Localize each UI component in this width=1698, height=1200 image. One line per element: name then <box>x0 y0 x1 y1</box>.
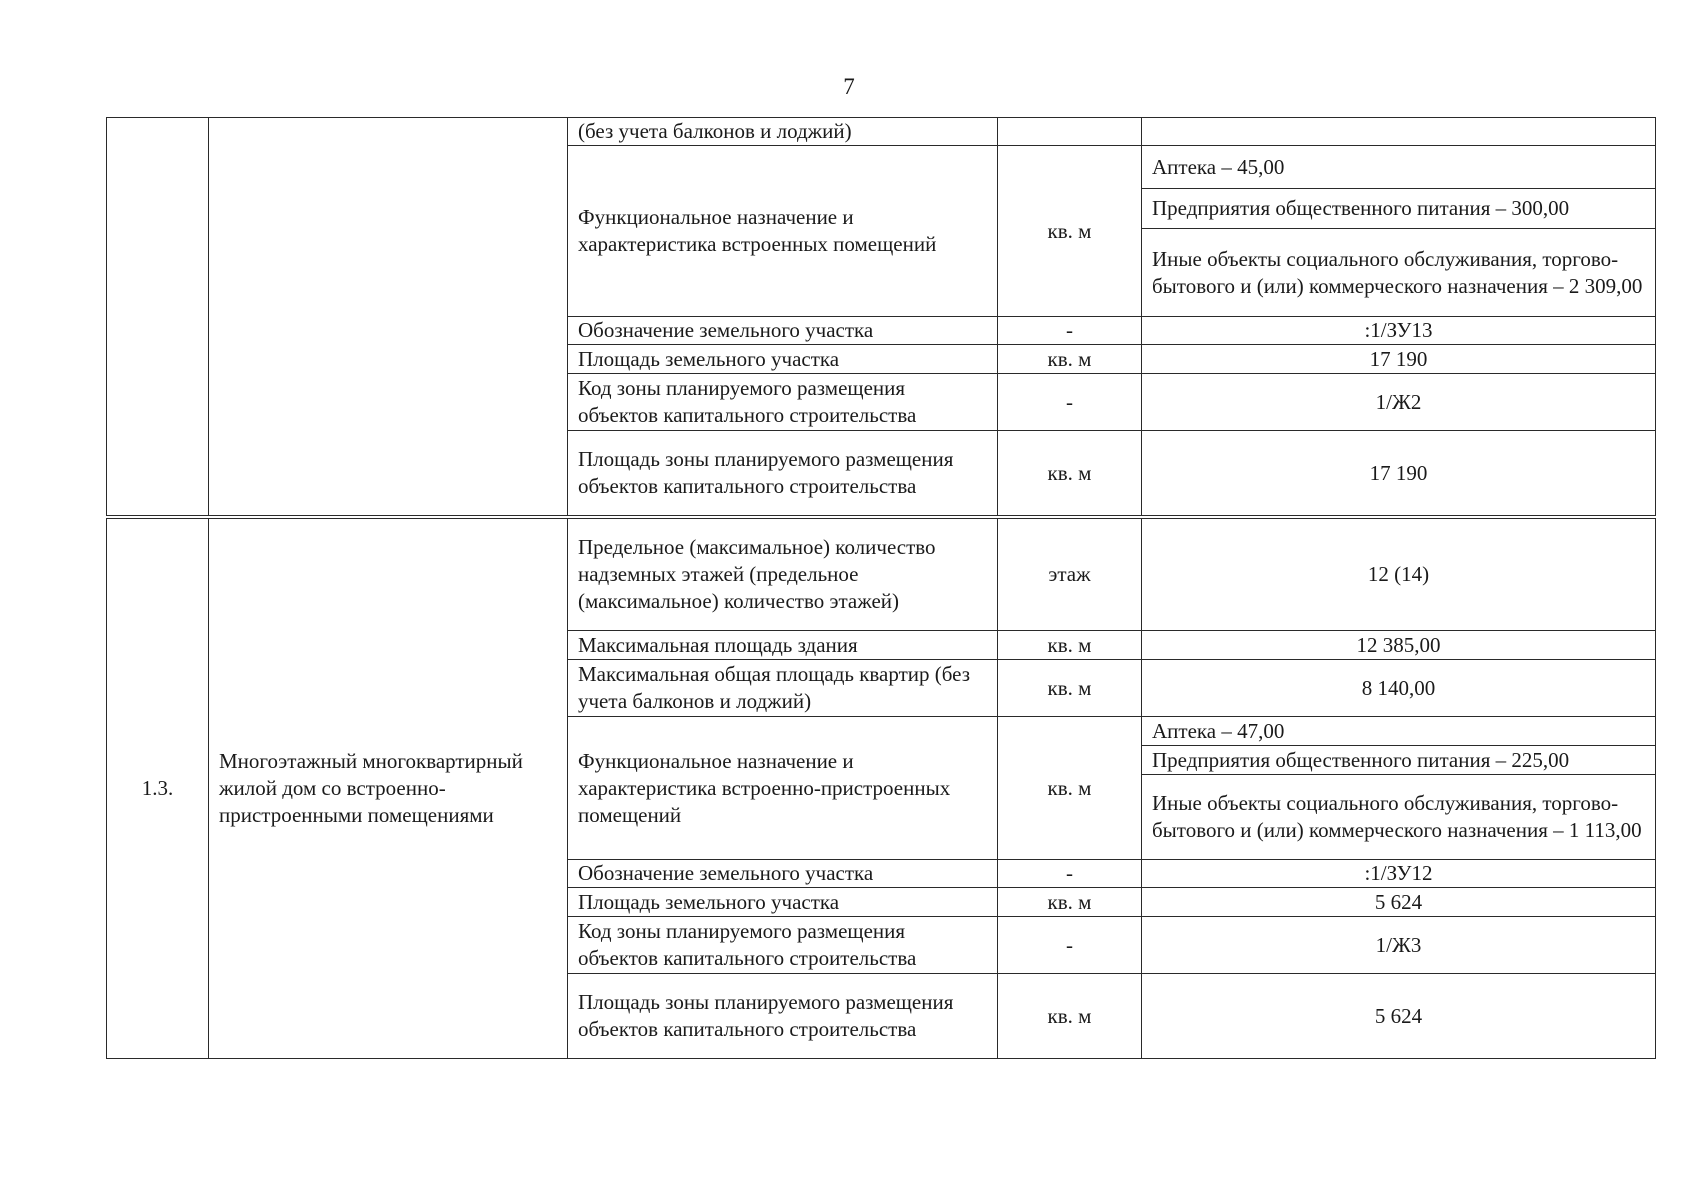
value-cell: 1/Ж2 <box>1142 374 1656 431</box>
value-cell <box>1142 118 1656 146</box>
page-number: 7 <box>843 74 855 99</box>
param-cell: Максимальная общая площадь квартир (без учета балконов и лоджий) <box>568 660 998 717</box>
item-number-cell: 1.3. <box>107 519 209 1059</box>
param-cell: Код зоны планируемого размещения объектов капитального строительства <box>568 917 998 974</box>
value-cell: Аптека – 47,00 <box>1142 717 1656 746</box>
unit-cell: - <box>998 317 1142 345</box>
unit-cell: кв. м <box>998 146 1142 317</box>
param-cell: Площадь земельного участка <box>568 888 998 917</box>
param-cell: Предельное (максимальное) количество надземных этажей (предельное (максимальное) количество этажей) <box>568 519 998 631</box>
unit-cell: кв. м <box>998 631 1142 660</box>
unit-cell: кв. м <box>998 717 1142 860</box>
param-cell: Функциональное назначение и характеристика встроенных помещений <box>568 146 998 317</box>
param-cell: Обозначение земельного участка <box>568 860 998 888</box>
value-cell: Предприятия общественного питания – 300,00 <box>1142 189 1656 229</box>
value-cell: :1/ЗУ12 <box>1142 860 1656 888</box>
value-cell: 5 624 <box>1142 888 1656 917</box>
value-cell: Предприятия общественного питания – 225,00 <box>1142 746 1656 775</box>
param-cell: Максимальная площадь здания <box>568 631 998 660</box>
parameters-table-section-1-3 <box>106 518 1656 1059</box>
value-cell: 12 (14) <box>1142 519 1656 631</box>
param-cell: Площадь зоны планируемого размещения объектов капитального строительства <box>568 974 998 1059</box>
value-cell: Иные объекты социального обслуживания, торгово-бытового и (или) коммерческого назначения – 1 113,00 <box>1142 775 1656 860</box>
unit-cell <box>998 118 1142 146</box>
value-cell: 17 190 <box>1142 345 1656 374</box>
item-number-cell <box>107 118 209 516</box>
unit-cell: кв. м <box>998 888 1142 917</box>
value-cell: 17 190 <box>1142 431 1656 516</box>
table-row <box>107 118 1656 146</box>
value-cell: 5 624 <box>1142 974 1656 1059</box>
value-cell: Аптека – 45,00 <box>1142 146 1656 189</box>
value-cell: 1/Ж3 <box>1142 917 1656 974</box>
param-cell: (без учета балконов и лоджий) <box>568 118 998 146</box>
unit-cell: кв. м <box>998 431 1142 516</box>
unit-cell: - <box>998 917 1142 974</box>
value-cell: 8 140,00 <box>1142 660 1656 717</box>
unit-cell: этаж <box>998 519 1142 631</box>
unit-cell: кв. м <box>998 974 1142 1059</box>
parameters-table <box>106 117 1656 516</box>
item-name-cell <box>209 118 568 516</box>
table-row <box>107 519 1656 631</box>
item-name-cell: Многоэтажный многоквартирный жилой дом со встроенно-пристроенными помещениями <box>209 519 568 1059</box>
value-cell: Иные объекты социального обслуживания, торгово-бытового и (или) коммерческого назначения – 2 309,00 <box>1142 229 1656 317</box>
param-cell: Функциональное назначение и характеристика встроенно-пристроенных помещений <box>568 717 998 860</box>
value-cell: 12 385,00 <box>1142 631 1656 660</box>
param-cell: Обозначение земельного участка <box>568 317 998 345</box>
param-cell: Код зоны планируемого размещения объектов капитального строительства <box>568 374 998 431</box>
param-cell: Площадь земельного участка <box>568 345 998 374</box>
unit-cell: кв. м <box>998 660 1142 717</box>
param-cell: Площадь зоны планируемого размещения объектов капитального строительства <box>568 431 998 516</box>
value-cell: :1/ЗУ13 <box>1142 317 1656 345</box>
unit-cell: - <box>998 374 1142 431</box>
unit-cell: - <box>998 860 1142 888</box>
unit-cell: кв. м <box>998 345 1142 374</box>
